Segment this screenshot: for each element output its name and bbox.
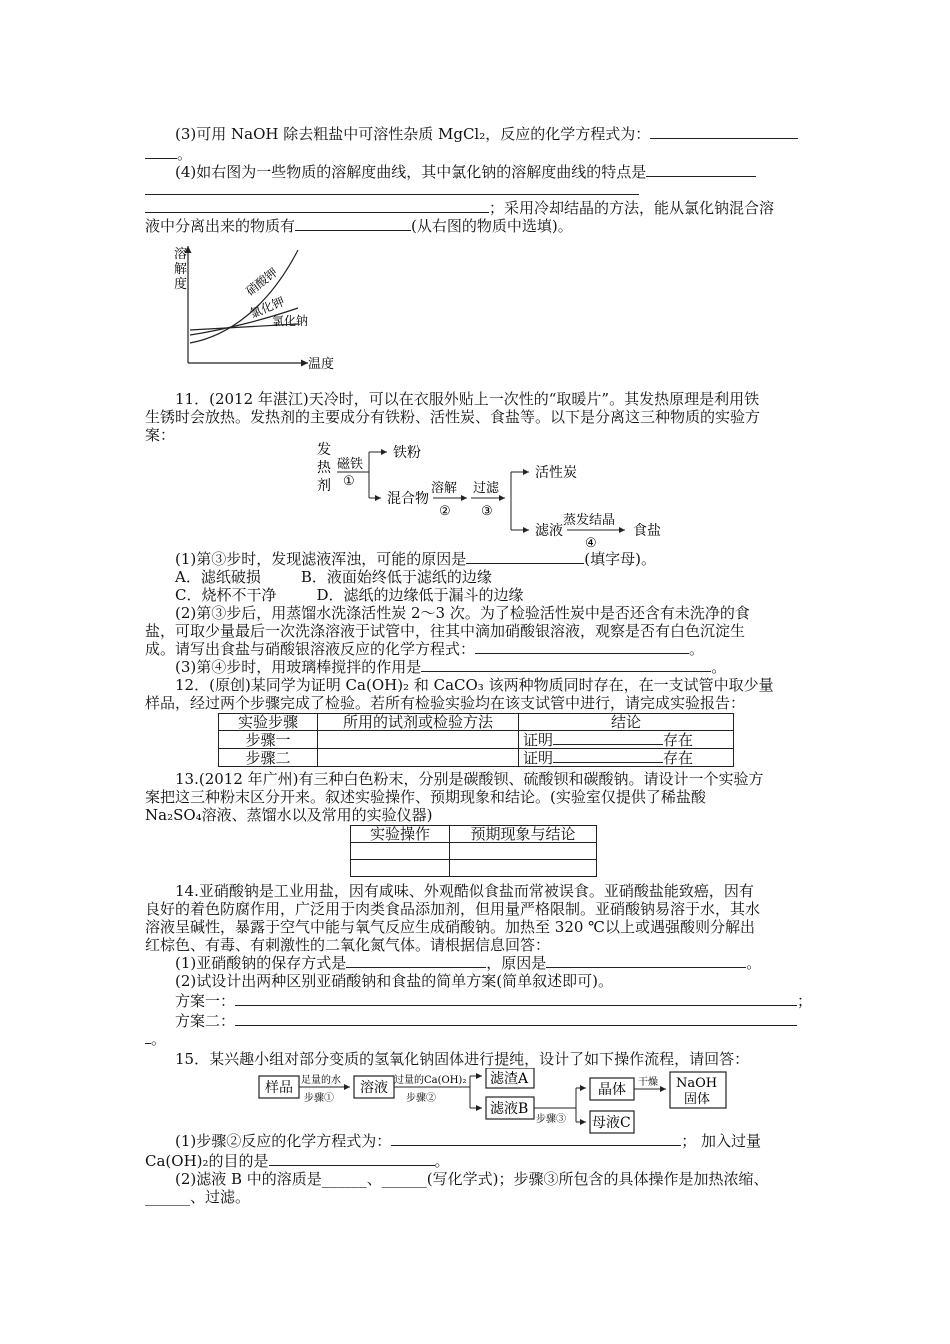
answer-blank[interactable] — [650, 125, 798, 139]
q10-part4-line3: ；采用冷却结晶的方法，能从氯化钠混合溶 — [145, 199, 774, 217]
flow-step1-label: 磁铁 — [337, 457, 364, 472]
q10-part3-text: (3)可用 NaOH 除去粗盐中可溶性杂质 MgCl₂，反应的化学方程式为： — [175, 125, 651, 143]
flow-start-3: 剂 — [317, 478, 331, 494]
flow-step1-num: ① — [343, 474, 355, 489]
q14-plan2: 方案二： — [175, 1012, 797, 1030]
q11-part3: (3)第④步时，用玻璃棒搅拌的作用是 。 — [175, 658, 727, 676]
flow-salt: 食盐 — [633, 523, 661, 539]
q15-part1-line2: Ca(OH)₂的目的是 。 — [145, 1152, 450, 1170]
answer-blank[interactable] — [391, 1132, 681, 1146]
flow-product-1: NaOH — [676, 1076, 718, 1091]
q12-stem-1: 12．(原创)某同学为证明 Ca(OH)₂ 和 CaCO₃ 该两种物质同时存在，在一支试管中取少量 — [175, 676, 774, 694]
answer-cell[interactable] — [450, 843, 597, 860]
flow-activated-carbon: 活性炭 — [535, 465, 577, 481]
flow-step3-label: 过滤 — [473, 481, 500, 496]
header-expected: 预期现象与结论 — [450, 826, 597, 843]
q14-plan1: 方案一： ； — [175, 992, 813, 1010]
answer-blank[interactable] — [295, 217, 411, 231]
curve-label-nacl: 氯化钠 — [272, 314, 309, 328]
answer-blank[interactable] — [145, 145, 177, 159]
q14-stem-3: 溶液呈碱性，暴露于空气中能与氧气反应生成硝酸钠。加热至 320 ℃以上或遇强酸则分解出 — [145, 918, 755, 936]
flow-crystal: 晶体 — [598, 1082, 626, 1098]
y-label-1: 溶 — [174, 247, 188, 262]
answer-cell[interactable] — [318, 749, 519, 767]
table-header-row — [351, 826, 597, 843]
flow-residue-a: 滤渣A — [490, 1071, 529, 1087]
option-b: B．液面始终低于滤纸的边缘 — [300, 568, 492, 586]
x-label: 温度 — [308, 357, 335, 372]
q15-part2-2: ______、过滤。 — [145, 1188, 251, 1206]
table-row — [351, 843, 597, 860]
q11-part2-1: (2)第③步后，用蒸馏水洗涤活性炭 2～3 次。为了检验活性炭中是否还含有未洗净的食 — [175, 604, 750, 622]
flow-sample: 样品 — [265, 1080, 293, 1096]
q14-stem-1: 14.亚硝酸钠是工业用盐，因有咸味、外观酷似食盐而常被误食。亚硝酸盐能致癌，因有 — [175, 882, 754, 900]
answer-blank[interactable] — [235, 1012, 797, 1026]
q10-part4-text: (4)如右图为一些物质的溶解度曲线，其中氯化钠的溶解度曲线的特点是 — [175, 163, 647, 181]
answer-blank[interactable] — [553, 731, 663, 745]
table-row: 步骤一 证明 存在 — [219, 731, 734, 749]
q11-stem-2: 生锈时会放热。发热剂的主要成分有铁粉、活性炭、食盐等。以下是分离这三种物质的实验方 — [145, 408, 761, 426]
q11-stem-1: 11．(2012 年湛江)天冷时，可以在衣服外贴上一次性的“取暖片”。其发热原理是利用铁 — [175, 390, 760, 408]
q11-part2-2: 盐，可取少量最后一次洗涤溶液于试管中，往其中滴加硝酸银溶液，观察是否有白色沉淀生 — [145, 622, 746, 640]
answer-blank[interactable] — [235, 992, 797, 1006]
answer-blank[interactable] — [145, 199, 489, 213]
answer-blank[interactable] — [466, 550, 584, 564]
answer-blank[interactable] — [553, 749, 663, 763]
flow-reagent: 过量的Ca(OH)₂ — [394, 1075, 467, 1086]
header-operation: 实验操作 — [351, 826, 450, 843]
q13-stem-1: 13.(2012 年广州)有三种白色粉末，分别是碳酸钡、硫酸钡和碳酸钠。请设计一个实验方 — [175, 770, 764, 788]
q11-stem-3: 案： — [145, 426, 176, 444]
flow-step4-num: ④ — [585, 536, 597, 551]
curve-label-kcl: 氯化钾 — [247, 294, 287, 321]
flow-start-2: 热 — [317, 460, 331, 476]
q10-part4-line2 — [145, 181, 639, 199]
q15-part2-1: (2)滤液 B 中的溶质是______、______(写化学式)；步骤③所包含的具体操作是加热浓缩、 — [175, 1170, 769, 1188]
q10-part3-line2: 。 — [145, 145, 192, 163]
y-label-2: 解 — [174, 262, 188, 277]
answer-blank[interactable] — [145, 181, 639, 195]
flow-dry: 干燥 — [638, 1077, 658, 1088]
flow-product-2: 固体 — [684, 1092, 711, 1107]
answer-cell[interactable] — [450, 860, 597, 877]
purification-flowchart — [258, 1068, 728, 1136]
q10-part3 — [175, 125, 798, 143]
q14-stem-4: 红棕色、有毒、有刺激性的二氧化氮气体。请根据信息回答： — [145, 936, 551, 954]
q15-part1: (1)步骤②反应的化学方程式为： ； 加入过量 — [175, 1132, 762, 1150]
flow-filtrate: 滤液 — [535, 523, 563, 539]
q10-part4 — [175, 163, 756, 181]
q13-stem-2: 案把这三种粉末区分开来。叙述实验操作、预期现象和结论。(实验室仅提供了稀盐酸 — [145, 788, 706, 806]
answer-blank[interactable] — [546, 954, 746, 968]
q14-stem-2: 良好的着色防腐作用，广泛用于肉类食品添加剂，但用量严格限制。亚硝酸钠易溶于水，其水 — [145, 900, 761, 918]
flow-mother-liquor: 母液C — [592, 1115, 631, 1131]
table-row — [351, 860, 597, 877]
table-row: 步骤二 证明 存在 — [219, 749, 734, 767]
q15-stem: 15．某兴趣小组对部分变质的氢氧化钠固体进行提纯，设计了如下操作流程，请回答： — [175, 1050, 750, 1068]
header-conclusion: 结论 — [519, 714, 734, 731]
answer-cell[interactable] — [318, 731, 519, 749]
solubility-graph — [168, 238, 338, 373]
flow-step3-num: ③ — [481, 504, 493, 519]
q11-part2-3: 成。请写出食盐与硝酸银溶液反应的化学方程式： 。 — [145, 640, 705, 658]
flow-filtrate-b: 滤液B — [490, 1101, 529, 1117]
header-step: 实验步骤 — [219, 714, 318, 731]
q12-report-table — [218, 713, 734, 767]
q14-part1: (1)亚硝酸钠的保存方式是 ，原因是 。 — [175, 954, 762, 972]
q14-part2: (2)试设计出两种区别亚硝酸钠和食盐的简单方案(简单叙述即可)。 — [175, 972, 613, 990]
flow-step2: 步骤② — [406, 1093, 436, 1104]
y-label-3: 度 — [174, 277, 188, 292]
flow-step1: 步骤① — [304, 1093, 334, 1104]
q13-experiment-table — [350, 825, 597, 877]
q14-plan2-end: 。 — [145, 1030, 166, 1048]
answer-blank[interactable] — [269, 1152, 435, 1166]
answer-blank[interactable] — [346, 954, 486, 968]
option-a: A．滤纸破损 — [175, 568, 261, 586]
flow-water: 足量的水 — [301, 1075, 341, 1086]
answer-blank[interactable] — [646, 163, 756, 177]
q11-options-ab — [175, 568, 492, 586]
q12-stem-2: 样品，经过两个步骤完成了检验。若所有检验实验均在该支试管中进行，请完成实验报告： — [145, 694, 746, 712]
flow-step2-label: 溶解 — [431, 481, 458, 496]
flow-solution: 溶液 — [360, 1080, 388, 1096]
answer-blank[interactable] — [421, 658, 711, 672]
flow-step2-num: ② — [439, 504, 451, 519]
q11-part1: (1)第③步时，发现滤液浑浊，可能的原因是 (填字母)。 — [175, 550, 656, 568]
flow-step3: 步骤③ — [536, 1114, 566, 1125]
header-method: 所用的试剂或检验方法 — [318, 714, 519, 731]
answer-cell[interactable] — [351, 860, 450, 877]
flow-iron-powder: 铁粉 — [393, 445, 421, 461]
option-c: C．烧杯不干净 — [175, 586, 277, 604]
q10-part4-line4: 液中分离出来的物质有 (从右图的物质中选填)。 — [145, 217, 573, 235]
table-header-row — [219, 714, 734, 731]
flow-step4-label: 蒸发结晶 — [563, 513, 616, 528]
answer-cell[interactable] — [351, 843, 450, 860]
option-d: D．滤纸的边缘低于漏斗的边缘 — [316, 586, 524, 604]
separation-flowchart — [315, 440, 695, 552]
flow-start-1: 发 — [317, 442, 331, 458]
q13-stem-3: Na₂SO₄溶液、蒸馏水以及常用的实验仪器) — [145, 806, 433, 824]
curve-label-kno3: 硝酸钾 — [243, 265, 281, 299]
answer-blank[interactable] — [475, 640, 689, 654]
q11-options-cd — [175, 586, 524, 604]
flow-mixture: 混合物 — [387, 491, 429, 507]
